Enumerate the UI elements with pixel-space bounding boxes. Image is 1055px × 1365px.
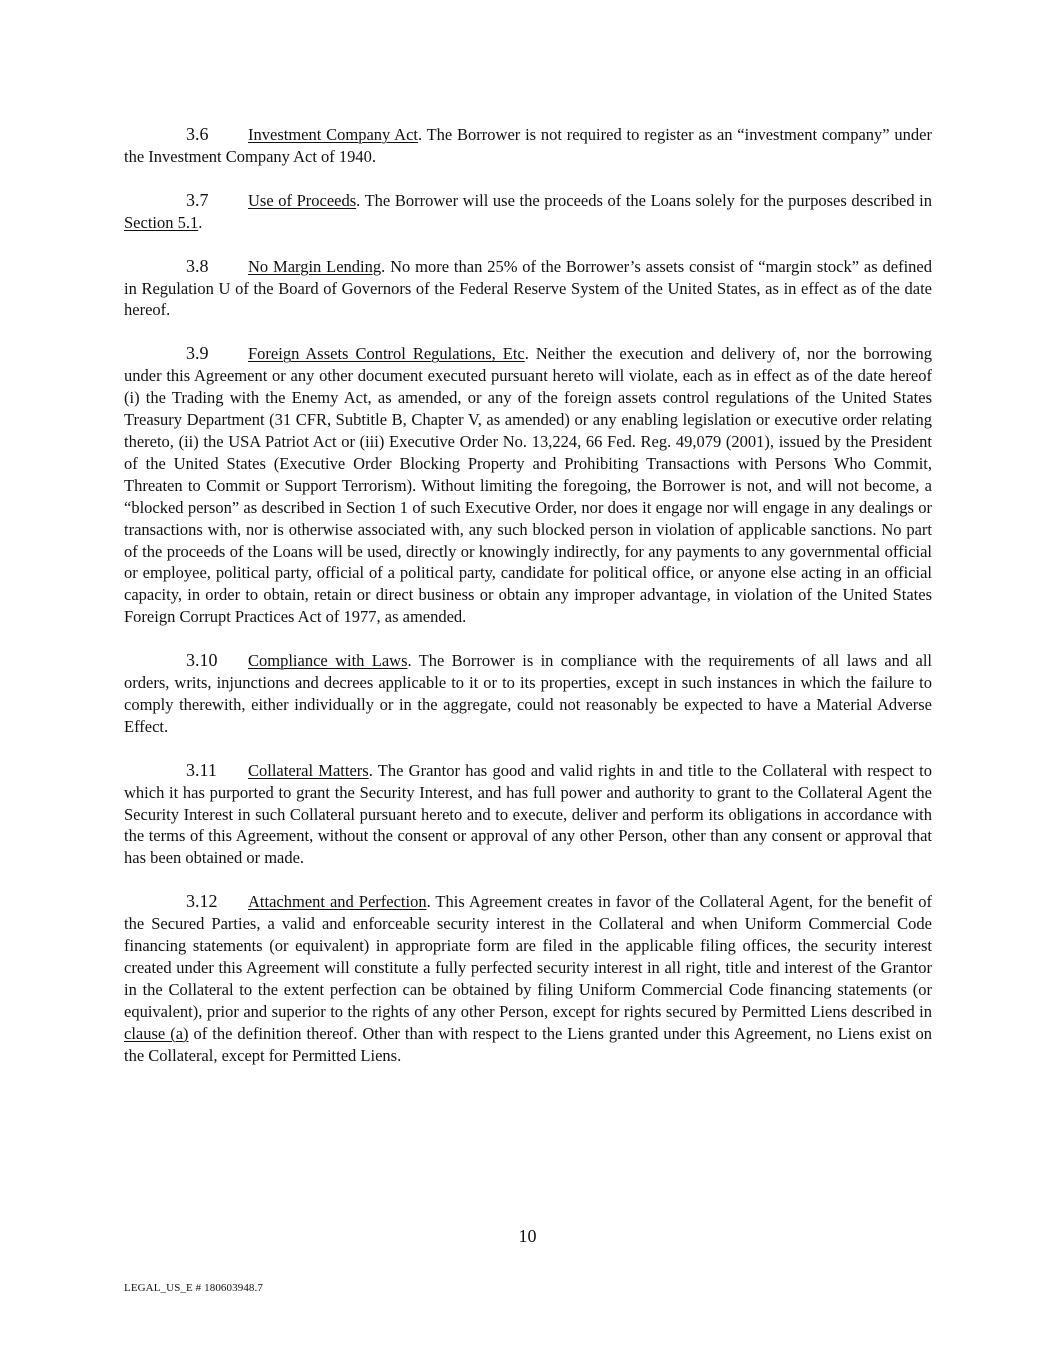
cross-reference-link: Section 5.1: [124, 212, 199, 232]
section-text-end: .: [198, 212, 203, 232]
section-3-11: [124, 760, 932, 870]
section-text: . No more than 25% of the Borrower’s assets consist of “margin stock” as defined in Regulation U of the Board of Governors of the Federal Reserve System of the United States, as in effect as of the date hereof.: [124, 256, 932, 320]
section-number: 3.9: [186, 343, 209, 364]
document-body: [124, 124, 932, 1089]
document-id-footer: LEGAL_US_E # 180603948.7: [124, 1282, 263, 1294]
section-text: . The Borrower is in compliance with the requirements of all laws and all orders, writs, injunctions and decrees applicable to it or to its properties, except in such instances in which the failure to comply therewith, either individually or in the aggregate, could not reasonably be expected to have a Material Adverse Effect.: [124, 651, 932, 736]
section-heading: Compliance with Laws: [248, 651, 408, 671]
section-text: . This Agreement creates in favor of the Collateral Agent, for the benefit of the Secured Parties, a valid and enforceable security interest in the Collateral and when Uniform Commercial Code financing statements (or equivalent) in appropriate form are filed in the applicable filing offices, the security interest created under this Agreement will constitute a fully perfected security interest in all right, title and interest of the Grantor in the Collateral to the extent perfection can be obtained by filing Uniform Commercial Code financing statements (or equivalent), prior and superior to the rights of any other Person, except for rights secured by Permitted Liens described in: [124, 892, 932, 1021]
section-number: 3.6: [186, 124, 209, 144]
page-number: 10: [518, 1226, 537, 1246]
section-text: . The Grantor has good and valid rights in and title to the Collateral with respect to which it has purported to grant the Security Interest, and has full power and authority to grant to the Collateral Agent the Security Interest in such Collateral pursuant hereto and to execute, deliver and perform its obligations in accordance with the terms of this Agreement, without the consent or approval of any other Person, other than any consent or approval that has been obtained or made.: [124, 760, 932, 868]
cross-reference-link: clause (a): [124, 1023, 189, 1043]
section-heading: Use of Proceeds: [248, 190, 357, 210]
section-number: 3.10: [186, 650, 218, 671]
section-text: . The Borrower will use the proceeds of the Loans solely for the purposes described in: [356, 190, 933, 210]
section-heading: Foreign Assets Control Regulations, Etc: [248, 344, 525, 364]
section-number: 3.7: [186, 189, 209, 210]
section-number: 3.11: [186, 759, 217, 780]
section-text-end: of the definition thereof. Other than with respect to the Liens granted under this Agreement, no Liens exist on the Collateral, except for Permitted Liens.: [124, 1023, 932, 1065]
section-3-9: [124, 343, 932, 628]
section-3-7: [124, 190, 932, 234]
section-heading: Attachment and Perfection: [248, 892, 427, 912]
section-number: 3.8: [186, 255, 209, 276]
section-3-8: [124, 256, 932, 322]
section-heading: Investment Company Act: [248, 125, 418, 144]
section-heading: Collateral Matters: [248, 760, 369, 780]
section-number: 3.12: [186, 891, 218, 912]
section-3-10: [124, 650, 932, 738]
section-3-6: [124, 124, 932, 168]
section-heading: No Margin Lending: [248, 256, 382, 276]
section-3-12: [124, 891, 932, 1066]
section-text: . Neither the execution and delivery of, nor the borrowing under this Agreement or any other document executed pursuant hereto will violate, each as in effect as of the date hereof (i) the Trading with the Enemy Act, as amended, or any of the foreign assets control regulations of the United States Treasury Department (31 CFR, Subtitle B, Chapter V, as amended) or any enabling legislation or executive order relating thereto, (ii) the USA Patriot Act or (iii) Executive Order No. 13,224, 66 Fed. Reg. 49,079 (2001), issued by the President of the United States (Executive Order Blocking Property and Prohibiting Transactions with Persons Who Commit, Threaten to Commit or Support Terrorism). Without limiting the foregoing, the Borrower is not, and will not become, a “blocked person” as described in Section 1 of such Executive Order, nor does it engage nor will engage in any dealings or transactions with, nor is otherwise associated with, any such blocked person in violation of applicable sanctions. No part of the proceeds of the Loans will be used, directly or knowingly indirectly, for any payments to any governmental official or employee, political party, official of a political party, candidate for political office, or anyone else acting in an official capacity, in order to obtain, retain or direct business or obtain any improper advantage, in violation of the United States Foreign Corrupt Practices Act of 1977, as amended.: [124, 344, 932, 627]
section-text: . The Borrower is not required to register as an “investment company” under the Investment Company Act of 1940.: [124, 125, 932, 166]
